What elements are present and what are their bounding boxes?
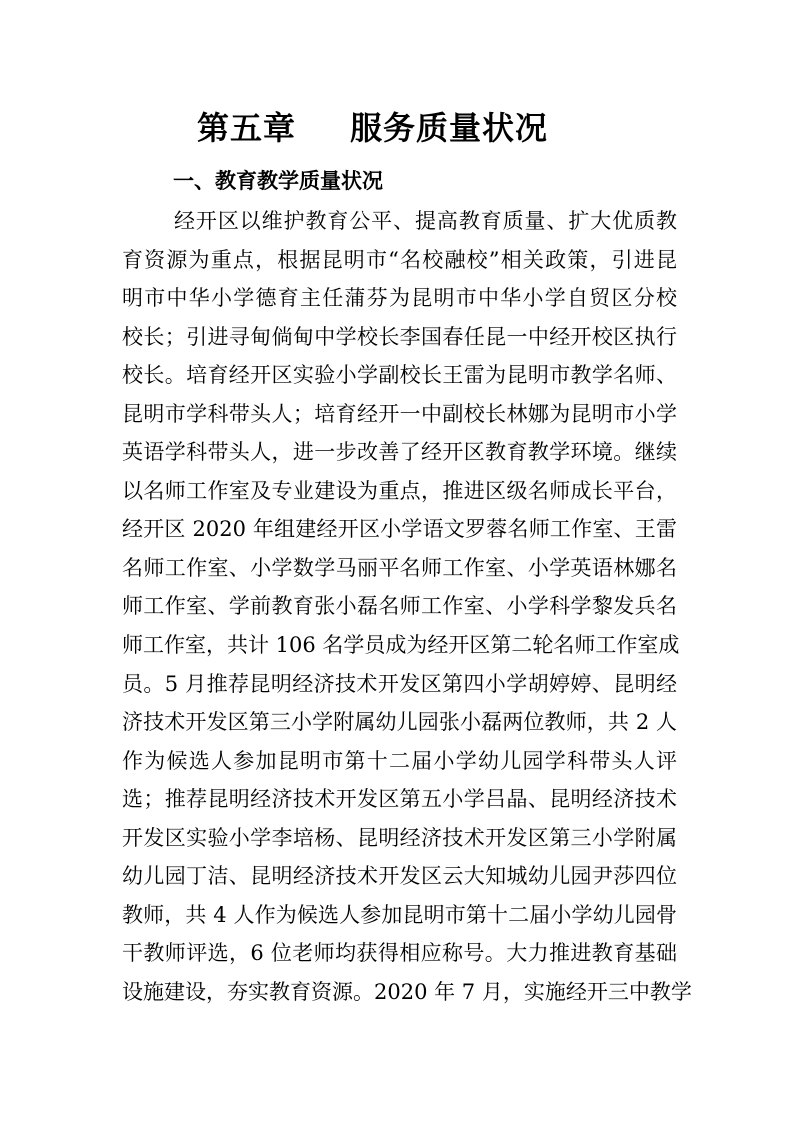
paragraph-line: 作为候选人参加昆明市第十二届小学幼儿园学科带头人评 [122, 748, 677, 773]
paragraph-line: 师工作室，共计 106 名学员成为经开区第二轮名师工作室成 [122, 633, 680, 658]
paragraph-line: 开发区实验小学李培杨、昆明经济技术开发区第三小学附属 [122, 825, 677, 850]
paragraph-line: 经开区以维护教育公平、提高教育质量、扩大优质教 [174, 209, 677, 233]
paragraph-line: 师工作室、学前教育张小磊名师工作室、小学科学黎发兵名 [122, 594, 677, 619]
section-heading: 一、教育教学质量状况 [173, 169, 383, 193]
paragraph-line: 名师工作室、小学数学马丽平名师工作室、小学英语林娜名 [122, 555, 677, 580]
chapter-name: 服务质量状况 [350, 109, 549, 147]
paragraph-line: 幼儿园丁洁、昆明经济技术开发区云大知城幼儿园尹莎四位 [122, 864, 677, 889]
paragraph-line: 选；推荐昆明经济技术开发区第五小学吕晶、昆明经济技术 [122, 787, 677, 812]
paragraph-line: 校长；引进寻甸倘甸中学校长李国春任昆一中经开校区执行 [122, 324, 677, 349]
paragraph-line: 教师，共 4 人作为候选人参加昆明市第十二届小学幼儿园骨 [122, 902, 677, 927]
paragraph-line: 昆明市学科带头人；培育经开一中副校长林娜为昆明市小学 [122, 401, 677, 426]
chapter-number: 第五章 [196, 109, 296, 147]
body-paragraph [122, 202, 692, 1011]
paragraph-line: 校长。培育经开区实验小学副校长王雷为昆明市教学名师、 [122, 363, 677, 388]
paragraph-line: 经开区 2020 年组建经开区小学语文罗蓉名师工作室、王雷 [122, 517, 677, 542]
paragraph-line: 育资源为重点，根据昆明市“名校融校”相关政策，引进昆 [122, 247, 677, 272]
paragraph-line: 以名师工作室及专业建设为重点，推进区级名师成长平台， [122, 478, 677, 503]
paragraph-line: 设施建设，夯实教育资源。2020 年 7 月，实施经开三中教学 [122, 979, 692, 1004]
paragraph-line: 干教师评选，6 位老师均获得相应称号。大力推进教育基础 [122, 941, 677, 966]
paragraph-line: 明市中华小学德育主任蒲芬为昆明市中华小学自贸区分校 [122, 286, 677, 311]
paragraph-line: 英语学科带头人，进一步改善了经开区教育教学环境。继续 [122, 440, 677, 465]
chapter-title [0, 104, 745, 152]
paragraph-line: 济技术开发区第三小学附属幼儿园张小磊两位教师，共 2 人 [122, 710, 677, 735]
paragraph-line: 员。5 月推荐昆明经济技术开发区第四小学胡婷婷、昆明经 [122, 671, 677, 696]
